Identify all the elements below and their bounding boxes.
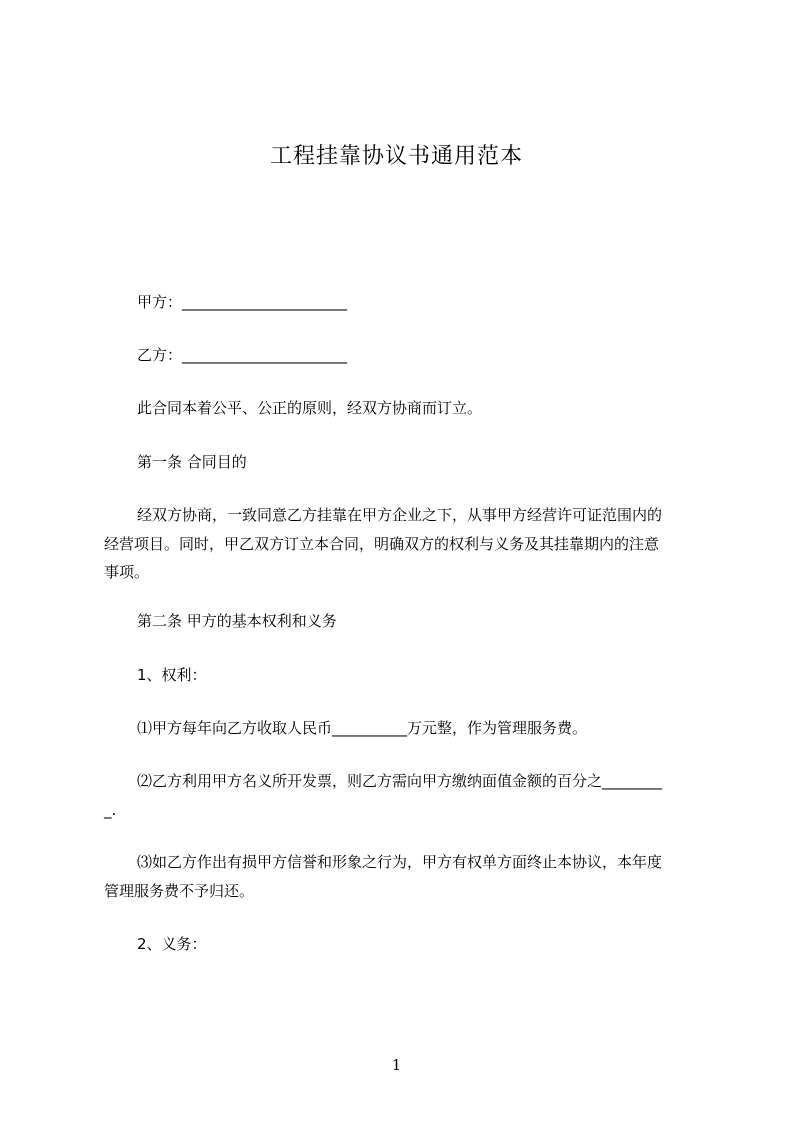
- party-a-line: 甲方：______________________: [137, 293, 348, 311]
- duties-heading: 2、义务：: [137, 935, 207, 953]
- page-number: 1: [391, 1056, 402, 1074]
- rights-heading: 1、权利：: [137, 666, 207, 684]
- article-1-text-line-3: 事项。: [104, 563, 150, 581]
- article-1-heading: 第一条 合同目的: [137, 453, 247, 471]
- right-item-3-line-2: 管理服务费不予归还。: [104, 882, 255, 900]
- article-2-heading: 第二条 甲方的基本权利和义务: [137, 612, 337, 630]
- article-1-text-line-1: 经双方协商，一致同意乙方挂靠在甲方企业之下，从事甲方经营许可证范围内的: [137, 506, 663, 524]
- document-title: 工程挂靠协议书通用范本: [269, 144, 523, 169]
- article-1-text-line-2: 经营项目。同时，甲乙双方订立本合同，明确双方的权利与义务及其挂靠期内的注意: [104, 535, 660, 553]
- right-item-2-line-1: ⑵乙方利用甲方名义所开发票，则乙方需向甲方缴纳面值金额的百分之________: [137, 772, 663, 790]
- party-b-line: 乙方：______________________: [137, 346, 348, 364]
- right-item-3-line-1: ⑶如乙方作出有损甲方信誉和形象之行为，甲方有权单方面终止本协议，本年度: [137, 853, 663, 871]
- intro-paragraph: 此合同本着公平、公正的原则，经双方协商而订立。: [137, 399, 483, 417]
- right-item-2-line-2: _.: [104, 801, 117, 819]
- right-item-1: ⑴甲方每年向乙方收取人民币__________万元整，作为管理服务费。: [137, 719, 588, 737]
